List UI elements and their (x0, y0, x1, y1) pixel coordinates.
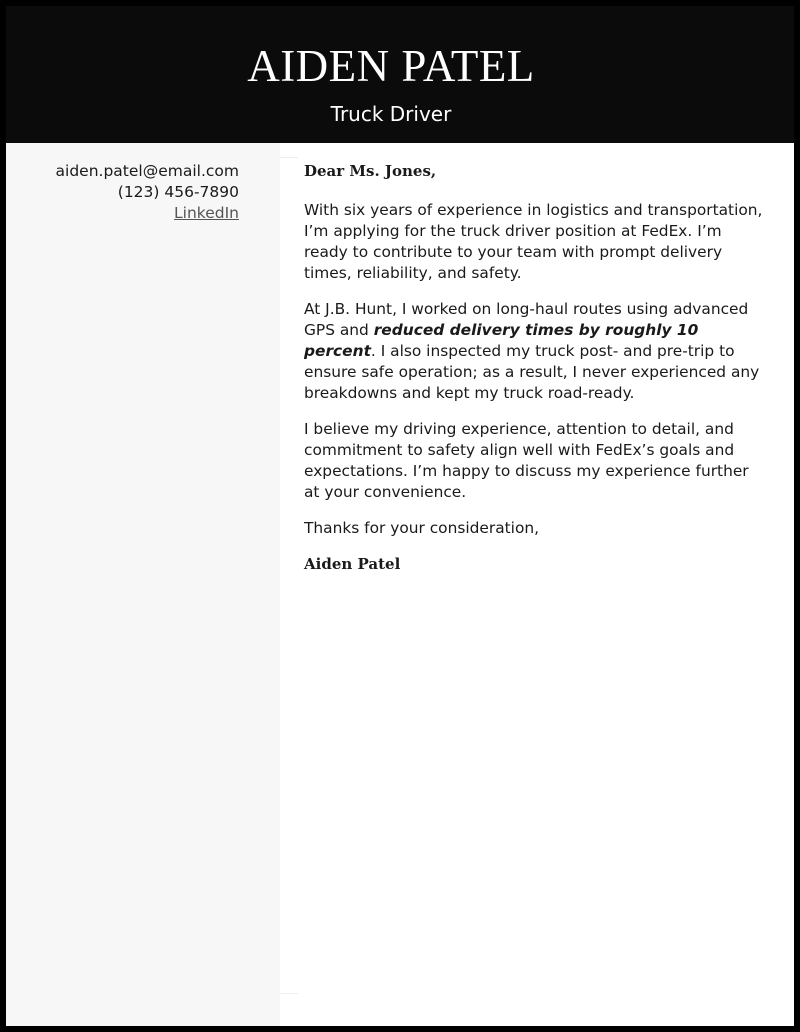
paragraph-intro: With six years of experience in logistics and transportation, I’m applying for the truck driver position at FedEx. I’m ready to contribute to your team with prompt delivery times, reliability, and safety. (304, 201, 763, 282)
linkedin-link[interactable]: LinkedIn (174, 204, 239, 222)
email-address: aiden.patel@email.com (55, 162, 239, 180)
job-title: Truck Driver (330, 102, 452, 126)
signature: Aiden Patel (304, 555, 401, 573)
bottom-divider (280, 993, 298, 994)
paragraph-experience-start: At J.B. Hunt, I worked on long-haul routes using advanced GPS and (304, 300, 749, 339)
paragraph-experience (304, 299, 764, 404)
paragraph-experience-end: . I also inspected my truck post- and pre-trip to ensure safe operation; as a result, I never experienced any breakdowns and kept my truck road-ready. (304, 342, 760, 402)
header-banner (6, 6, 794, 143)
paragraph-closing: I believe my driving experience, attention to detail, and commitment to safety align well with FedEx’s goals and expectations. I’m happy to discuss my experience further at your convenience. (304, 420, 749, 501)
contact-sidebar (6, 143, 280, 1026)
letter-body (304, 161, 764, 590)
phone-number: (123) 456-7890 (117, 183, 239, 201)
greeting: Dear Ms. Jones, (304, 162, 437, 180)
cover-letter-page (6, 6, 794, 1026)
achievement-highlight: reduced delivery times by roughly 10 percent (304, 321, 699, 360)
applicant-name: AIDEN PATEL (247, 41, 535, 91)
top-divider (280, 157, 298, 158)
contact-info (56, 161, 239, 224)
closing-line: Thanks for your consideration, (304, 519, 540, 537)
